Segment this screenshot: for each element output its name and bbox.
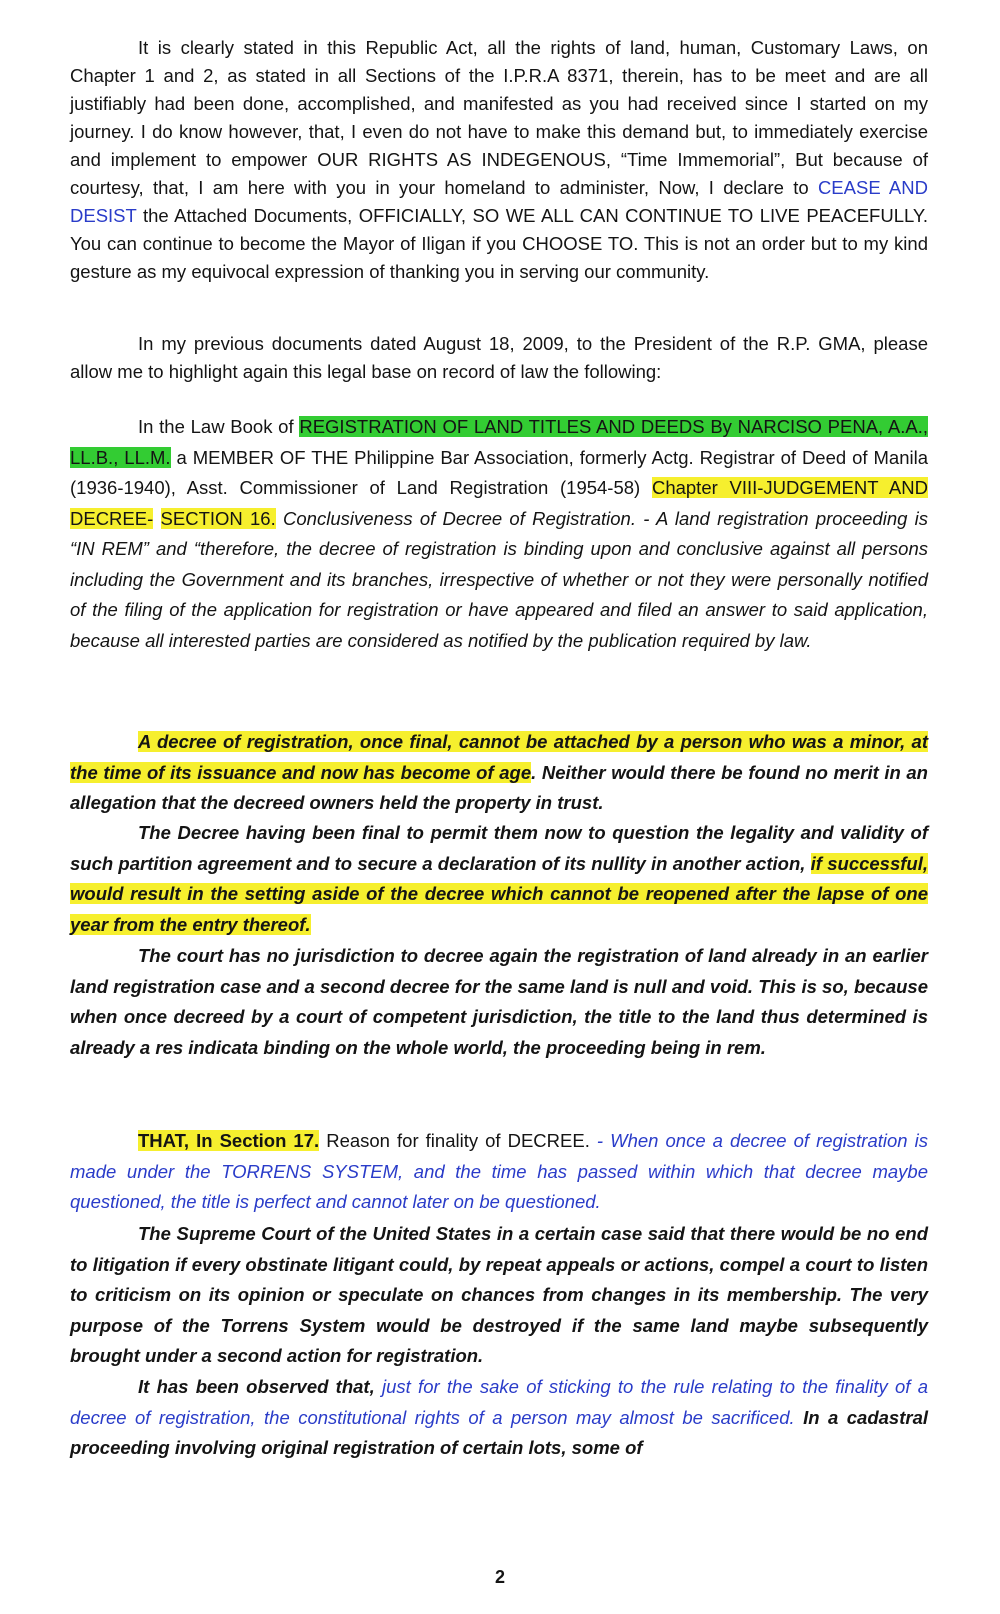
p9-text-a: It has been observed that, — [138, 1376, 382, 1397]
torrens-system-blue-text: - When once a decree of registration is made under the TORRENS SYSTEM, and the time has passed within which that decree maybe questioned, the title is perfect and cannot later on be questioned. — [70, 1130, 928, 1212]
constitutional-rights-blue-text: just for the sake of sticking to the rule relating to the finality of a decree of registration, the constitutional rights of a person may almost be sacrificed. — [70, 1376, 928, 1428]
paragraph-cease-and-desist — [70, 34, 928, 286]
setting-aside-highlight: if successful, would result in the setting aside of the decree which cannot be reopened after the lapse of one year from the entry thereof. — [70, 852, 928, 935]
p3-text-a: In the Law Book of — [138, 416, 300, 437]
cease-and-desist-phrase: CEASE AND DESIST — [70, 177, 928, 226]
paragraph-previous-documents — [70, 330, 928, 386]
p4-text: . Neither would there be found no merit in an allegation that the decreed owners held the property in trust. — [70, 761, 928, 813]
p7-text: Reason for finality of DECREE. — [319, 1130, 597, 1151]
p9-text-b: In a cadastral proceeding involving original registration of certain lots, some of — [70, 1406, 928, 1458]
p3-text-b: a MEMBER OF THE Philippine Bar Association, formerly Actg. Registrar of Deed of Manila (1936-1940), Asst. Commissioner of Land Registration (1954-58) — [70, 446, 928, 498]
p3-space-a — [153, 508, 160, 529]
paragraph-section-17 — [70, 1126, 928, 1218]
paragraph-supreme-court — [70, 1219, 928, 1372]
paragraph-court-jurisdiction — [70, 941, 928, 1063]
section-17-highlight: THAT, In Section 17. — [138, 1130, 320, 1151]
paragraph-partition-agreement — [70, 818, 928, 940]
paragraph-decree-final — [70, 727, 928, 819]
p3-space-b — [276, 508, 283, 529]
section-16-highlight: SECTION 16. — [160, 507, 276, 529]
p5-text: The Decree having been final to permit them now to question the legality and validity of such partition agreement and to secure a declaration of its nullity in another action, — [70, 822, 928, 874]
law-book-title-highlight: REGISTRATION OF LAND TITLES AND DEEDS By NARCISO PENA, A.A., LL.B., LL.M. — [70, 416, 928, 468]
p8-text: The Supreme Court of the United States in a certain case said that there would be no end to litigation if every obstinate litigant could, by repeat appeals or actions, compel a court to listen to criticism on its opinion or speculate on chances from changes in its membership. The very purpose of the Torrens System would be destroyed if the same land maybe subsequently brought under a second action for registration. — [70, 1223, 928, 1366]
decree-final-highlight: A decree of registration, once final, cannot be attached by a person who was a minor, at the time of its issuance and now has become of age — [70, 731, 928, 783]
chapter-highlight: Chapter VIII-JUDGEMENT AND DECREE- — [70, 477, 928, 529]
p1-text-b: the Attached Documents, OFFICIALLY, SO WE ALL CAN CONTINUE TO LIVE PEACEFULLY. You can continue to become the Mayor of Iligan if you CHOOSE TO. This is not an order but to my kind gesture as my equivocal expression of thanking you in serving our community. — [70, 205, 928, 282]
page-number: 2 — [494, 1567, 505, 1587]
p1-text-a: It is clearly stated in this Republic Act, all the rights of land, human, Customary Laws, on Chapter 1 and 2, as stated in all Sections of the I.P.R.A 8371, therein, has to be meet and are all justifiably had been done, accomplished, and manifested as you had received since I started on my journey. I do know however, that, I even do not have to make this demand but, to immediately exercise and implement to empower OUR RIGHTS AS INDEGENOUS, “Time Immemorial”, But because of courtesy, that, I am here with you in your homeland to administer, Now, I declare to — [70, 37, 928, 198]
paragraph-law-book — [70, 412, 928, 656]
paragraph-observed — [70, 1372, 928, 1464]
p2-text: In my previous documents dated August 18, 2009, to the President of the R.P. GMA, please allow me to highlight again this legal base on record of law the following: — [70, 333, 928, 382]
section-16-italic-text: Conclusiveness of Decree of Registration. - A land registration proceeding is “IN REM” and “therefore, the decree of registration is binding upon and conclusive against all persons including the Government and its branches, irrespective of whether or not they were personally notified of the filing of the application for registration or have appeared and filed an answer to said application, because all interested parties are considered as notified by the publication required by law. — [70, 507, 929, 651]
p6-text: The court has no jurisdiction to decree again the registration of land already in an earlier land registration case and a second decree for the same land is null and void. This is so, because when once decreed by a court of competent jurisdiction, the title to the land thus determined is already a res indicata binding on the whole world, the proceeding being in rem. — [70, 945, 928, 1058]
